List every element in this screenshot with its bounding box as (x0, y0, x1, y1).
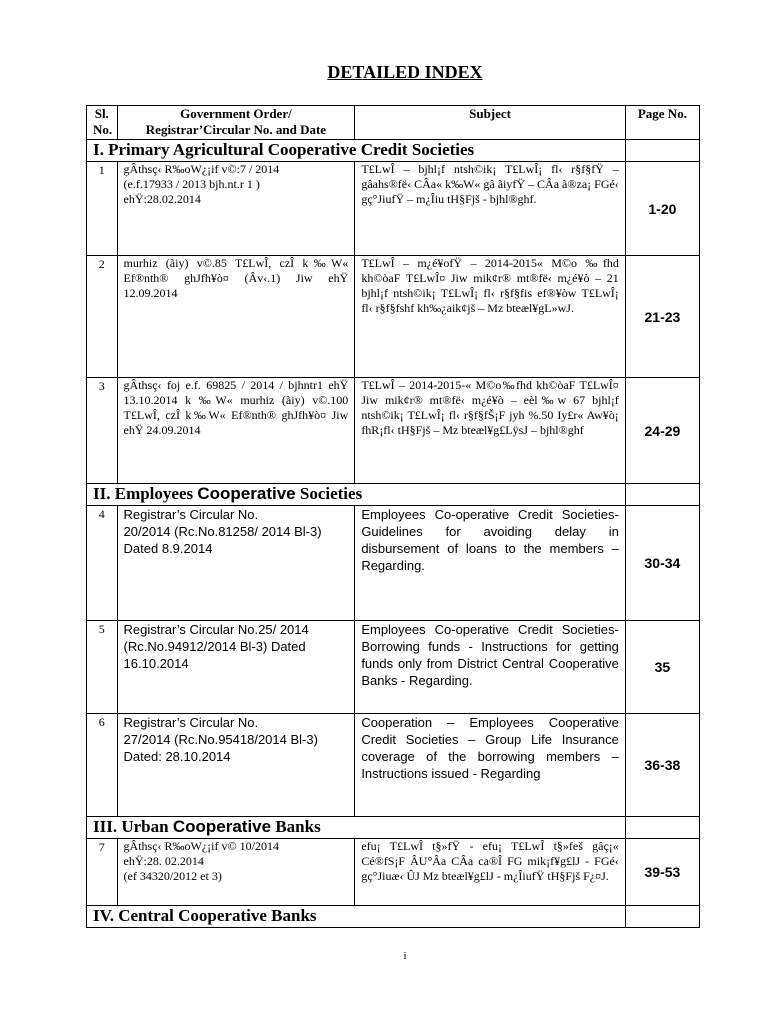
row-subject: Employees Co-operative Credit Societies-Borrowing funds - Instructions for getting funds only from District Central Cooperative Banks - Regarding. (355, 621, 626, 714)
section-heading-3 (87, 817, 626, 839)
section-page-empty (625, 140, 699, 162)
section-heading-2-emph: Cooperative (197, 484, 296, 503)
row-sl: 3 (87, 378, 118, 484)
header-sl: Sl. No. (87, 106, 118, 140)
section-heading-1: I. Primary Agricultural Cooperative Credit Societies (87, 140, 626, 162)
row-page: 24-29 (625, 378, 699, 484)
section-heading-3-emph: Cooperative (172, 817, 272, 836)
row-order: Registrar’s Circular No. 27/2014 (Rc.No.95418/2014 Bl-3) Dated: 28.10.2014 (117, 714, 355, 817)
table-row (87, 256, 700, 378)
row-page: 21-23 (625, 256, 699, 378)
table-row (87, 839, 700, 906)
row-subject: efu¡ T£LwÎ t§»fŸ - efu¡ T£LwÎ t§»feš gâç¡« Cé®fS¡F ÂU°Âa CÂa ca®Î FG mik¡f¥g£lJ - FGé‹ gç°Jiuæ‹ ÛJ Mz bteæl¥g£lJ - m¿ÎiufŸ tH§Fjš F¿¤J. (355, 839, 626, 906)
section-heading-2 (87, 484, 626, 506)
row-subject: Employees Co-operative Credit Societies-Guidelines for avoiding delay in disbursement of loans to the members – Regarding. (355, 506, 626, 621)
section-heading-3-pre: III. Urban (93, 817, 173, 836)
table-row (87, 506, 700, 621)
page-number: i (403, 950, 407, 962)
row-sl: 7 (87, 839, 118, 906)
section-heading-row (87, 484, 700, 506)
row-order: murhiz (ãiy) v©.85 T£LwÎ, czÎ k‰W« Ef®nth® ghJfh¥ò¤ (Âv‹.1) Jiw ehŸ 12.09.2014 (117, 256, 355, 378)
row-sl: 2 (87, 256, 118, 378)
row-order: Registrar’s Circular No. 20/2014 (Rc.No.81258/ 2014 Bl-3) Dated 8.9.2014 (117, 506, 355, 621)
row-order: Registrar’s Circular No.25/ 2014 (Rc.No.94912/2014 Bl-3) Dated 16.10.2014 (117, 621, 355, 714)
row-subject: T£LwÎ – m¿é¥ofŸ – 2014-2015« M©o ‰fhd kh©òaF T£LwÎ¤ Jiw mik¢r® mt®fë‹ m¿é¥ò – 21 bjhl¡f ntsh©ik¡ T£LwÎ¡ fl‹ r§f§fis ef®¥òw T£LwÎ¡ fl‹ r§f§fshf kh‰¿aik¢jš – Mz bteæl¥gL»wJ. (355, 256, 626, 378)
table-row (87, 621, 700, 714)
row-page: 36-38 (625, 714, 699, 817)
row-order: gÂthsç‹ R‰oW¿¡if v©:7 / 2014 (e.f.17933 / 2013 bjh.nt.r 1 ) ehŸ:28.02.2014 (117, 162, 355, 256)
row-sl: 4 (87, 506, 118, 621)
section-heading-4: IV. Central Cooperative Banks (87, 906, 626, 928)
section-page-empty (625, 484, 699, 506)
section-page-empty (625, 817, 699, 839)
section-heading-3-post: Banks (271, 817, 321, 836)
table-row (87, 162, 700, 256)
row-subject: T£LwÎ – 2014-2015-« M©o‰fhd kh©òaF T£LwÎ¤ Jiw mik¢r® mt®fë‹ m¿é¥ò – eèl‰w 67 bjhl¡f ntsh©ik¡ T£LwÎ¡ fl‹ r§f§fŠ¡F jyh %.50 Iy£r« Aw¥ò¡ fhR¡fl‹ tH§Fjš – Mz bteæl¥g£LÿsJ – bjhl®ghf (355, 378, 626, 484)
page-title: DETAILED INDEX (327, 62, 483, 82)
row-subject: Cooperation – Employees Cooperative Credit Societies – Group Life Insurance coverage of the borrowing members – Instructions issued - Regarding (355, 714, 626, 817)
table-header-row (87, 106, 700, 140)
section-heading-row (87, 817, 700, 839)
section-heading-2-post: Societies (295, 484, 363, 503)
section-heading-row (87, 140, 700, 162)
section-heading-2-pre: II. Employees (93, 484, 198, 503)
table-row (87, 378, 700, 484)
row-subject: T£LwÎ – bjhl¡f ntsh©ik¡ T£LwÎ¡ fl‹ r§f§fŸ – gâahs®fë‹ CÂa« k‰W« gâ ãiyfŸ – CÂa ã®za¡ FGé‹ gç°JiufŸ – m¿Îiu tH§Fjš - bjhl®ghf. (355, 162, 626, 256)
row-sl: 1 (87, 162, 118, 256)
header-page: Page No. (625, 106, 699, 140)
section-page-empty (625, 906, 699, 928)
row-page: 39-53 (625, 839, 699, 906)
row-sl: 5 (87, 621, 118, 714)
header-subject: Subject (355, 106, 626, 140)
header-order: Government Order/ Registrar’Circular No. and Date (117, 106, 355, 140)
row-page: 1-20 (625, 162, 699, 256)
section-heading-row (87, 906, 700, 928)
table-row (87, 714, 700, 817)
row-order: gÂthsç‹ R‰oW¿¡if v© 10/2014 ehŸ:28. 02.2014 (ef 34320/2012 et 3) (117, 839, 355, 906)
row-page: 35 (625, 621, 699, 714)
row-page: 30-34 (625, 506, 699, 621)
row-order: gÂthsç‹ foj e.f. 69825 / 2014 / bjhntr1 ehŸ 13.10.2014 k ‰W« murhiz (ãiy) v©.100 T£LwÎ, czÎ k‰W« Ef®nth® ghJfh¥ò¤ Jiw ehŸ 24.09.2014 (117, 378, 355, 484)
row-sl: 6 (87, 714, 118, 817)
index-table (86, 105, 700, 928)
